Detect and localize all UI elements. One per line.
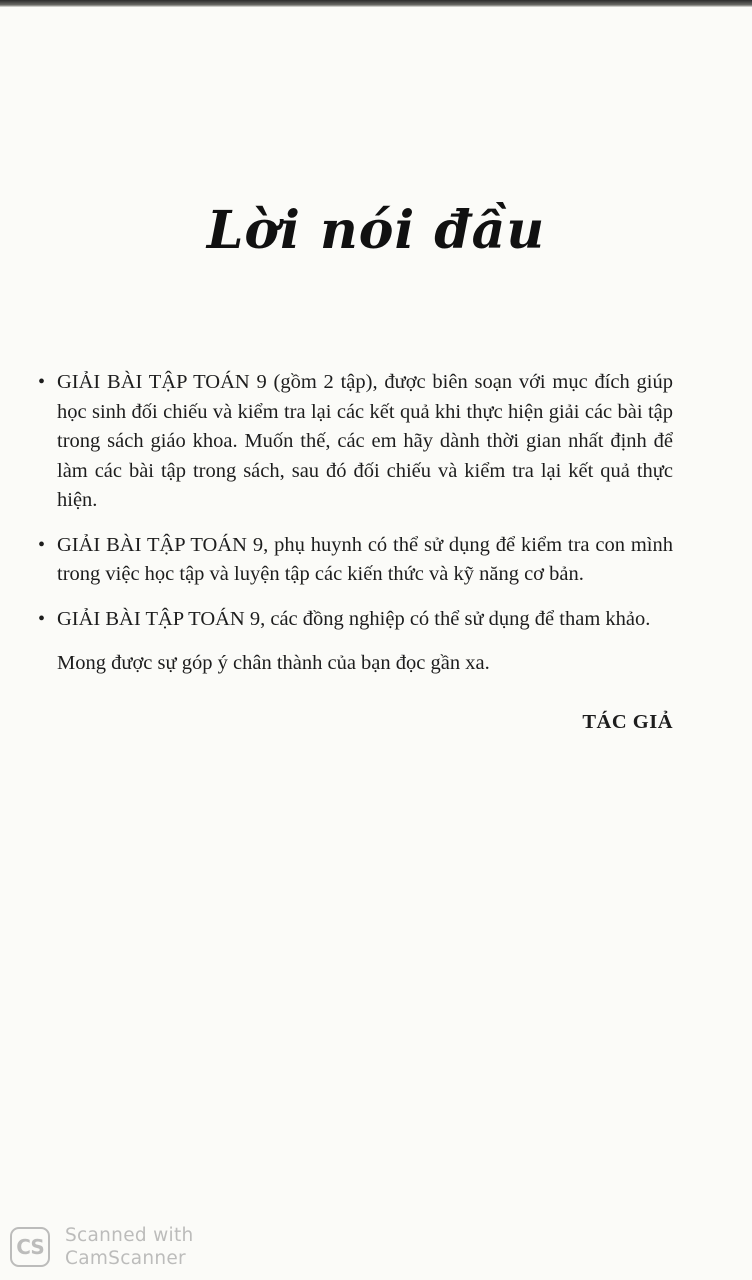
bullet-item-text: GIẢI BÀI TẬP TOÁN 9 (gồm 2 tập), được biên soạn với mục đích giúp học sinh đối chiếu và kiểm tra lại các kết quả khi thực hiện giải các bài tập trong sách giáo khoa. Muốn thế, các em hãy dành thời gian nhất định để làm các bài tập trong sách, sau đó đối chiếu và kiểm tra lại kết quả thực hiện.	[57, 371, 673, 511]
bullet-item-text: GIẢI BÀI TẬP TOÁN 9, phụ huynh có thể sử dụng để kiểm tra con mình trong việc học tập và luyện tập các kiến thức và kỹ năng cơ bản.	[57, 533, 673, 585]
bullet-item-1	[38, 368, 673, 516]
bullet-icon: •	[38, 371, 46, 393]
scan-top-edge	[0, 0, 752, 7]
watermark-line-1: Scanned with	[65, 1225, 194, 1246]
author-signature: TÁC GIẢ	[582, 710, 673, 733]
camscanner-watermark	[10, 1222, 194, 1272]
preface-body	[38, 368, 673, 737]
bullet-item-3	[38, 605, 673, 635]
watermark-text	[65, 1224, 194, 1270]
watermark-line-2: CamScanner	[65, 1248, 186, 1269]
page-title: Lời nói đầu	[206, 200, 546, 261]
bullet-icon: •	[38, 533, 46, 556]
closing-line: Mong được sự góp ý chân thành của bạn đọc gần xa.	[57, 652, 490, 674]
bullet-item-text: GIẢI BÀI TẬP TOÁN 9, các đồng nghiệp có thể sử dụng để tham khảo.	[57, 607, 651, 630]
bullet-item-2	[38, 531, 673, 590]
camscanner-logo-icon: CS	[10, 1227, 50, 1267]
bullet-icon: •	[38, 607, 46, 630]
